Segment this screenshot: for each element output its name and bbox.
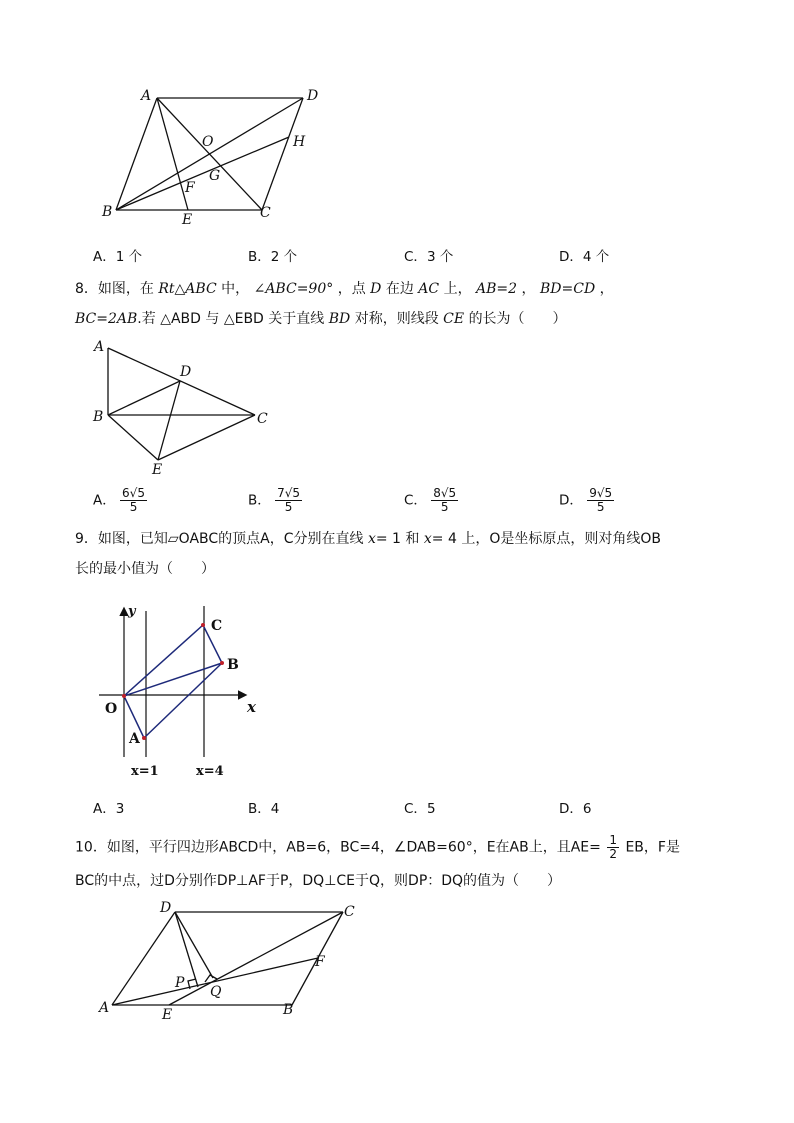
q9-stem-line1: 9．如图，已知▱OABC的顶点A，C分别在直线 x= 1 和 x= 4 上，O是坐标原点，则对角线OB	[75, 531, 661, 547]
q10-stem-line1: 10．如图，平行四边形ABCD中，AB=6，BC=4，∠DAB=60°，E在AB上，且AE= $\frac{1}{2}$ EB，F是	[75, 833, 680, 861]
q10-label-b: B	[283, 1002, 294, 1018]
q7-label-h: H	[293, 134, 306, 150]
q9-option-b: B．4	[248, 801, 280, 817]
q8-label-e: E	[152, 462, 163, 478]
q7-figure	[95, 80, 345, 230]
q9-label-x4: x=4	[196, 764, 224, 779]
q10-label-e: E	[162, 1007, 173, 1023]
q10-label-p: P	[175, 975, 185, 991]
q7-option-a: A．1 个	[93, 249, 143, 265]
q8-label-d: D	[180, 364, 192, 380]
q9-label-b: B	[227, 657, 239, 673]
q10-label-f: F	[315, 954, 325, 970]
q9-label-x1: x=1	[131, 764, 159, 779]
q9-label-y: y	[128, 604, 136, 619]
q9-stem-line2: 长的最小值为（ ）	[75, 561, 215, 577]
q8-option-a: A． $\frac{6√5}{5}$	[93, 486, 145, 514]
q8-option-b: B． $\frac{7√5}{5}$	[248, 486, 300, 514]
q7-label-f: F	[185, 180, 195, 196]
q8-stem-line2: BC=2AB.若 △ABD 与 △EBD 关于直线 BD 对称，则线段 CE 的长为（ ）	[75, 311, 567, 327]
q10-label-d: D	[160, 900, 172, 916]
q8-stem-line1: 8．如图，在 Rt△ABC 中， ∠ABC=90° ，点 D 在边 AC 上， AB=2 ， BD=CD ，	[75, 281, 614, 297]
q7-label-c: C	[260, 205, 271, 221]
q7-option-b: B．2 个	[248, 249, 298, 265]
q10-figure	[95, 895, 365, 1025]
q7-label-g: G	[209, 168, 221, 184]
q10-stem-line2: BC的中点，过D分别作DP⊥AF于P，DQ⊥CE于Q，则DP：DQ的值为（ ）	[75, 873, 562, 889]
q8-figure	[85, 335, 285, 480]
q7-label-b: B	[102, 204, 113, 220]
q7-label-d: D	[307, 88, 319, 104]
q7-label-e: E	[182, 212, 193, 228]
q10-label-q: Q	[210, 984, 222, 1000]
q9-label-o: O	[105, 701, 118, 717]
q7-label-a: A	[141, 88, 152, 104]
q9-option-c: C．5	[404, 801, 436, 817]
q8-label-a: A	[94, 339, 105, 355]
q9-label-c: C	[211, 618, 223, 634]
q9-label-x: x	[247, 698, 256, 716]
q9-label-a: A	[129, 731, 140, 747]
q7-label-o: O	[202, 134, 214, 150]
q9-option-d: D．6	[559, 801, 592, 817]
q8-option-d: D． $\frac{9√5}{5}$	[559, 486, 613, 514]
q7-option-c: C．3 个	[404, 249, 454, 265]
q9-figure	[95, 600, 270, 785]
q8-label-c: C	[257, 411, 268, 427]
q9-option-a: A．3	[93, 801, 125, 817]
q10-label-a: A	[99, 1000, 110, 1016]
q8-label-b: B	[93, 409, 104, 425]
q10-label-c: C	[344, 904, 355, 920]
q8-option-c: C． $\frac{8√5}{5}$	[404, 486, 457, 514]
q7-option-d: D．4 个	[559, 249, 610, 265]
